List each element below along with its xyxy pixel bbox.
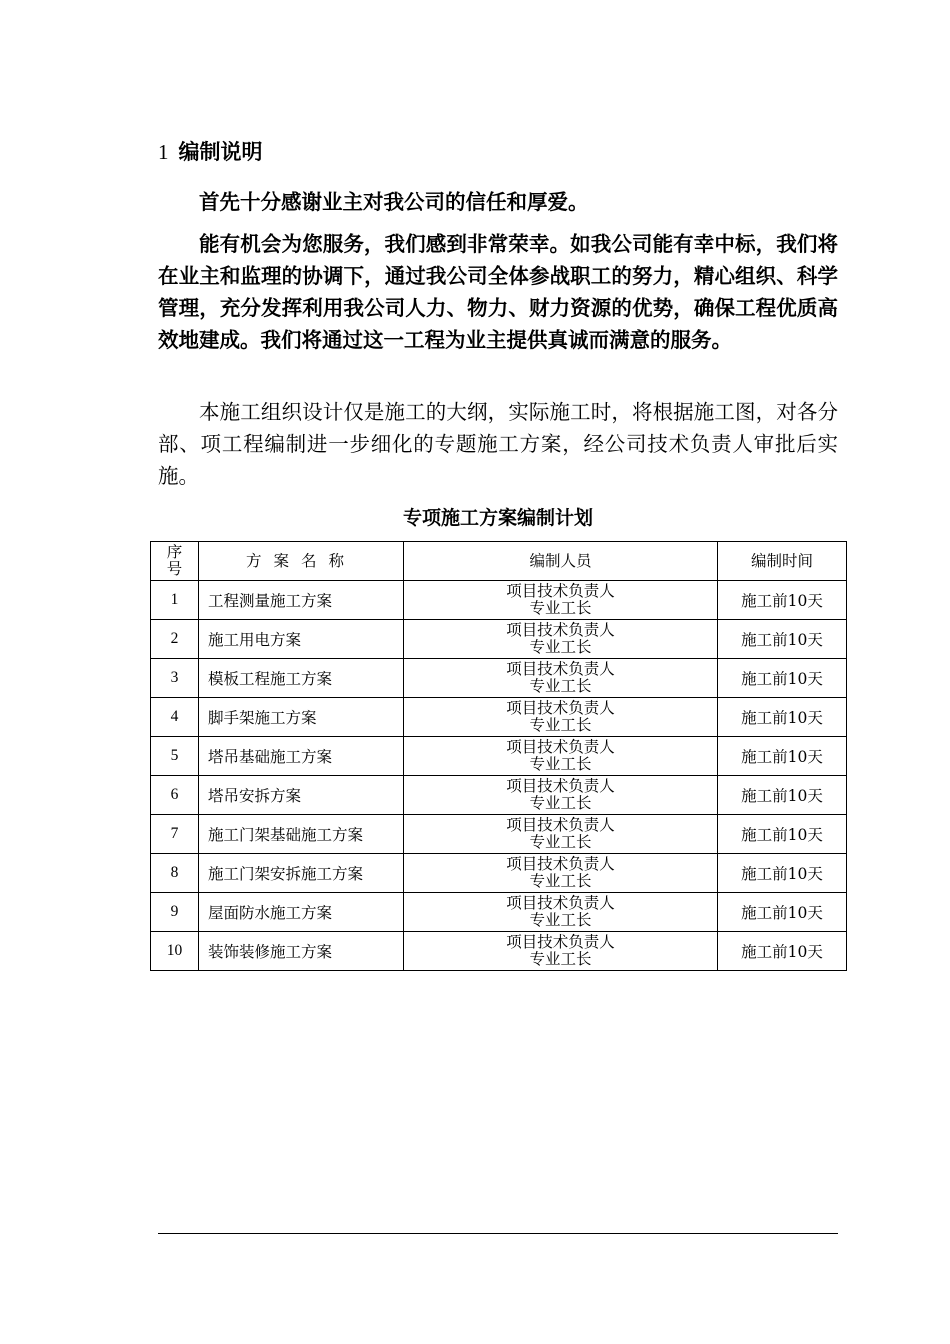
row-number: 1 — [151, 581, 199, 620]
row-plan-name: 屋面防水施工方案 — [199, 893, 404, 932]
row-plan-name: 施工用电方案 — [199, 620, 404, 659]
row-number: 4 — [151, 698, 199, 737]
row-time: 施工前10天 — [718, 659, 847, 698]
table-title: 专项施工方案编制计划 — [402, 507, 593, 529]
row-person-line1: 项目技术负责人 — [506, 777, 615, 795]
table-row — [151, 932, 847, 971]
row-time: 施工前10天 — [718, 854, 847, 893]
row-person-line1: 项目技术负责人 — [506, 582, 615, 600]
footer-divider — [158, 1233, 838, 1234]
row-time: 施工前10天 — [718, 698, 847, 737]
table-header-row — [151, 542, 847, 581]
row-person-line1: 项目技术负责人 — [506, 660, 615, 678]
row-plan-name: 模板工程施工方案 — [199, 659, 404, 698]
row-plan-name: 塔吊安拆方案 — [199, 776, 404, 815]
row-number: 9 — [151, 893, 199, 932]
paragraph-commitment: 能有机会为您服务，我们感到非常荣幸。如我公司能有幸中标，我们将在业主和监理的协调下，通过我公司全体参战职工的努力，精心组织、科学管理，充分发挥利用我公司人力、物力、财力资源的优势，确保工程优质高效地建成。我们将通过这一工程为业主提供真诚而满意的服务。 — [158, 232, 838, 352]
row-person-line1: 项目技术负责人 — [506, 894, 615, 912]
row-person-line2: 专业工长 — [529, 950, 592, 968]
row-plan-name: 施工门架安拆施工方案 — [199, 854, 404, 893]
row-time: 施工前10天 — [718, 893, 847, 932]
header-time — [718, 542, 847, 581]
row-time: 施工前10天 — [718, 737, 847, 776]
row-time: 施工前10天 — [718, 776, 847, 815]
table-row — [151, 893, 847, 932]
row-person-line2: 专业工长 — [529, 677, 592, 695]
table-row — [151, 776, 847, 815]
header-time-label: 编制时间 — [750, 551, 813, 570]
row-person — [404, 737, 718, 776]
row-number: 6 — [151, 776, 199, 815]
section-title: 编制说明 — [178, 139, 263, 164]
row-person-line1: 项目技术负责人 — [506, 621, 615, 639]
row-person-line2: 专业工长 — [529, 599, 592, 617]
header-person — [404, 542, 718, 581]
header-no — [151, 542, 199, 581]
row-person — [404, 815, 718, 854]
row-time: 施工前10天 — [718, 620, 847, 659]
row-plan-name: 装饰装修施工方案 — [199, 932, 404, 971]
table-row — [151, 620, 847, 659]
row-person — [404, 776, 718, 815]
row-person-line1: 项目技术负责人 — [506, 738, 615, 756]
row-plan-name: 施工门架基础施工方案 — [199, 815, 404, 854]
header-name — [199, 542, 404, 581]
row-number: 7 — [151, 815, 199, 854]
row-person-line1: 项目技术负责人 — [506, 933, 615, 951]
row-person — [404, 932, 718, 971]
row-person-line2: 专业工长 — [529, 872, 592, 890]
row-number: 3 — [151, 659, 199, 698]
row-person-line2: 专业工长 — [529, 911, 592, 929]
row-person — [404, 854, 718, 893]
plan-table — [150, 541, 847, 971]
row-plan-name: 塔吊基础施工方案 — [199, 737, 404, 776]
table-row — [151, 737, 847, 776]
table-row — [151, 581, 847, 620]
row-person-line2: 专业工长 — [529, 716, 592, 734]
row-time: 施工前10天 — [718, 932, 847, 971]
paragraph-design-note: 本施工组织设计仅是施工的大纲，实际施工时，将根据施工图，对各分部、项工程编制进一步细化的专题施工方案，经公司技术负责人审批后实施。 — [158, 400, 838, 488]
table-row — [151, 854, 847, 893]
header-name-label: 方案名称 — [245, 551, 356, 570]
row-person-line1: 项目技术负责人 — [506, 699, 615, 717]
row-person — [404, 893, 718, 932]
row-time: 施工前10天 — [718, 581, 847, 620]
paragraph-thanks: 首先十分感谢业主对我公司的信任和厚爱。 — [199, 190, 589, 214]
row-person-line2: 专业工长 — [529, 755, 592, 773]
row-number: 10 — [151, 932, 199, 971]
table-row — [151, 815, 847, 854]
row-person-line2: 专业工长 — [529, 833, 592, 851]
row-person-line2: 专业工长 — [529, 794, 592, 812]
row-person — [404, 581, 718, 620]
row-person-line1: 项目技术负责人 — [506, 855, 615, 873]
row-person — [404, 620, 718, 659]
header-no-label: 序号 — [166, 543, 183, 578]
section-number: 1 — [158, 140, 169, 164]
section-heading — [158, 137, 263, 167]
row-number: 5 — [151, 737, 199, 776]
row-number: 8 — [151, 854, 199, 893]
row-time: 施工前10天 — [718, 815, 847, 854]
table-row — [151, 698, 847, 737]
row-number: 2 — [151, 620, 199, 659]
header-person-label: 编制人员 — [529, 551, 592, 570]
row-person — [404, 698, 718, 737]
row-plan-name: 脚手架施工方案 — [199, 698, 404, 737]
table-row — [151, 659, 847, 698]
row-person-line2: 专业工长 — [529, 638, 592, 656]
row-person-line1: 项目技术负责人 — [506, 816, 615, 834]
row-person — [404, 659, 718, 698]
row-plan-name: 工程测量施工方案 — [199, 581, 404, 620]
